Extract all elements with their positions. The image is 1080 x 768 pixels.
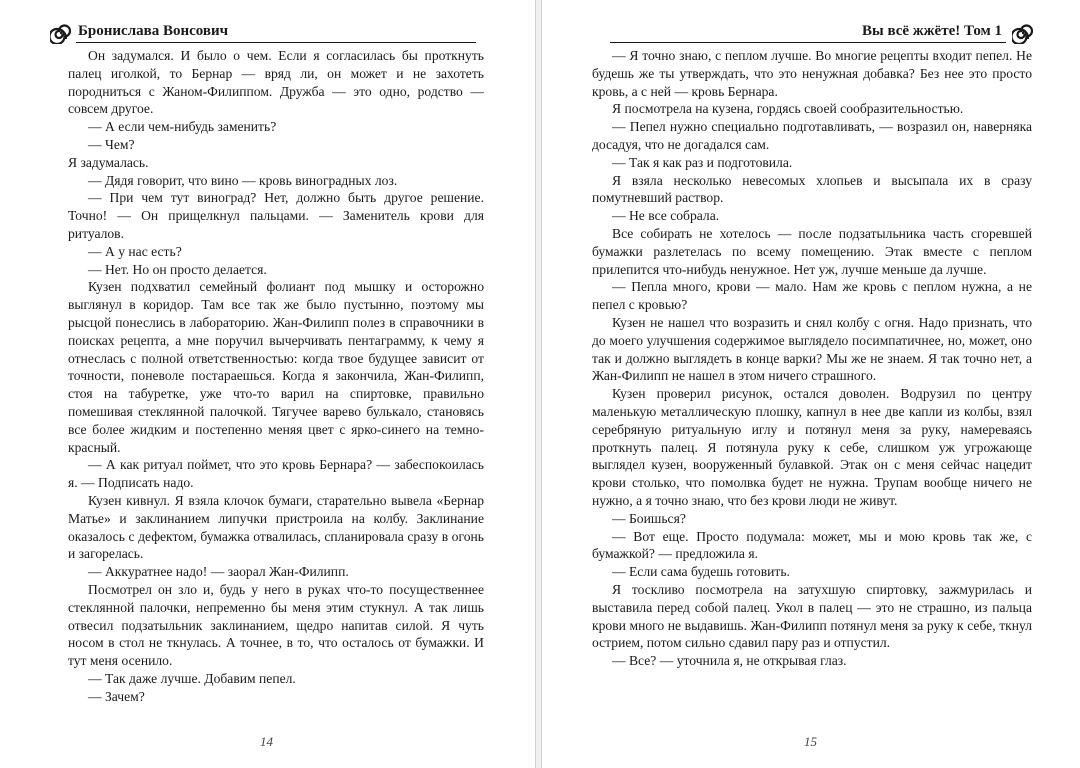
paragraph: — Чем?	[88, 136, 135, 152]
paragraph: — Боишься?	[612, 510, 686, 526]
paragraph: Кузен не нашел что возразить и снял колбу с огня. Надо признать, что до моего улучшения содержимое выглядело посимпатичнее, но, может, оно так и должно выглядеть в конце варки? Мы же не знаем. Я так точно нет, а Жан-Филипп не нашел в этом ничего страшного.	[592, 314, 1032, 384]
paragraph: — Аккуратнее надо! — заорал Жан-Филипп.	[88, 564, 349, 580]
right-page-body	[592, 47, 1032, 670]
paragraph: — Пепла много, крови — мало. Нам же кровь с пеплом нужна, а не пепел с кровью?	[592, 279, 1032, 313]
paragraph: — Дядя говорит, что вино — кровь виноградных лоз.	[88, 172, 398, 188]
paragraph: Я взяла несколько невесомых хлопьев и высыпала их в сразу помутневший раствор.	[592, 172, 1032, 206]
paragraph: — Если сама будешь готовить.	[612, 564, 790, 580]
paragraph: — А если чем-нибудь заменить?	[88, 119, 277, 135]
paragraph: Я тоскливо посмотрела на затухшую спиртовку, зажмурилась и выставила перед собой палец. Укол в палец — это не страшно, из пальца крови много не выдавишь. Жан-Филипп потянул меня за руку к себе, ткнул острием, потом сильно сдавил пару раз и отпустил.	[592, 581, 1032, 651]
right-header-title: Вы всё жжёте! Том 1	[861, 23, 1002, 39]
paragraph: — А как ритуал поймет, что это кровь Бернара? — забеспокоилась я. — Подписать надо.	[68, 457, 484, 491]
paragraph: — Все? — уточнила я, не открывая глаз.	[612, 653, 847, 669]
left-page	[0, 0, 536, 768]
paragraph: — Не все собрала.	[612, 208, 720, 224]
right-page	[541, 0, 1080, 768]
left-header-rule	[76, 42, 476, 43]
paragraph: Посмотрел он зло и, будь у него в руках что-то посущественнее стеклянной палочки, непременно бы меня этим стукнул. А так лишь отвесил подзатыльник заклинанием, щедро напитав силой. Я чуть носом в стол не ткнулась. А точнее, в то, что осталось от бумажки. И тут меня осенило.	[68, 581, 484, 669]
paragraph: — Так я как раз и подготовила.	[612, 154, 793, 170]
left-header-title: Бронислава Вонсович	[78, 23, 229, 39]
left-page-body	[68, 47, 484, 705]
paragraph: Кузен проверил рисунок, остался доволен. Водрузил по центру маленькую металлическую плошку, капнул в нее две капли из колбы, взял серебряную ритуальную иглу и потянул меня за руку, намереваясь проткнуть палец. Я потянула руку к себе, слишком уж угрожающе выглядел кузен, вооруженный булавкой. Этак он с меня сейчас нацедит крови столько, что помолвка будет не нужна. Трупам вообще ничего не нужно, а я точно знаю, что без крови люди не живут.	[592, 386, 1032, 508]
left-page-number: 14	[260, 734, 273, 749]
paragraph: — Пепел нужно специально подготавливать, — возразил он, наверняка досадуя, что не догадался сам.	[592, 119, 1032, 152]
paragraph: — Я точно знаю, с пеплом лучше. Во многие рецепты входит пепел. Не будешь же ты утверждать, что это ненужная добавка? Без нее это просто кровь, а с ней — кровь Бернара.	[592, 48, 1032, 99]
paragraph: Я посмотрела на кузена, гордясь своей сообразительностью.	[612, 101, 964, 117]
swirl-ornament-icon	[50, 22, 72, 44]
paragraph: Кузен кивнул. Я взяла клочок бумаги, старательно вывела «Бернар Матье» и заклинанием липучки пристроила на колбу. Заклинание оказалось с дефектом, бумажка отвалилась, спланировала сразу в огонь и загорелась.	[68, 492, 484, 562]
right-page-number: 15	[804, 734, 817, 749]
paragraph: — Зачем?	[88, 688, 145, 704]
paragraph: — Так даже лучше. Добавим пепел.	[88, 670, 296, 686]
right-header-rule	[610, 42, 1006, 43]
paragraph: — При чем тут виноград? Нет, должно быть другое решение. Точно! — Он прищелкнул пальцами. — Заменитель крови для ритуалов.	[68, 190, 484, 241]
paragraph: Все собирать не хотелось — после подзатыльника часть сгоревшей бумажки разлетелась по всему помещению. Этак вместе с пеплом прилепится что-нибудь ненужное. Нет уж, лучше меньше да лучше.	[592, 225, 1032, 277]
paragraph: Я задумалась.	[68, 154, 149, 170]
paragraph: — Вот еще. Просто подумала: может, мы и мою кровь так же, с бумажкой? — предложила я.	[592, 528, 1032, 562]
paragraph: — А у нас есть?	[88, 243, 182, 259]
paragraph: — Нет. Но он просто делается.	[88, 261, 267, 277]
paragraph: Он задумался. И было о чем. Если я согласилась бы проткнуть палец иголкой, то Бернар — вряд ли, он может и не захотеть породниться с Жаном-Филиппом. Дружба — это одно, родство — совсем другое.	[68, 48, 484, 117]
swirl-ornament-icon	[1012, 22, 1034, 44]
paragraph: Кузен подхватил семейный фолиант под мышку и осторожно выглянул в коридор. Там все так же было пустынно, поэтому мы рысцой понеслись в лабораторию. Жан-Филипп полез в справочники в поисках рецепта, а мне поручил вычерчивать пентаграмму, к чему я отнеслась с полной ответственностью: когда твое будущее зависит от точности, поневоле постараешься. Когда я закончила, Жан-Филипп, стоя на табуретке, уже что-то варил на спиртовке, правильно помешивая стеклянной палочкой. Тягучее варево булькало, становясь все более жидким и постепенно меняя цвет с ярко-синего на темно-красный.	[68, 279, 484, 455]
